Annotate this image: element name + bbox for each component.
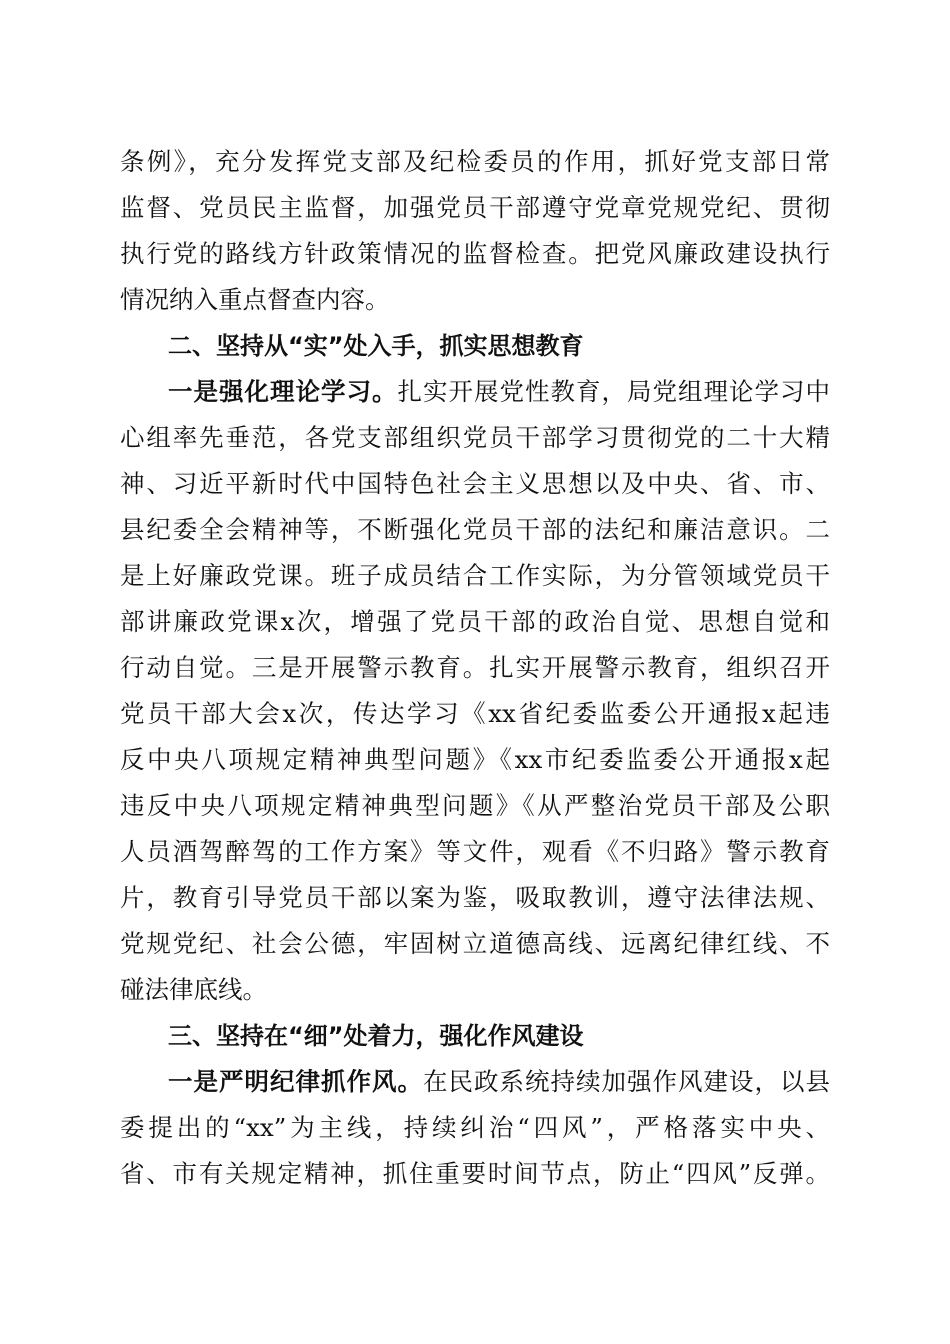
paragraph-line: 人员酒驾醉驾的工作方案》等文件，观看《不归路》警示教育 (120, 837, 830, 866)
paragraph-line: 行动自觉。三是开展警示教育。扎实开展警示教育，组织召开 (120, 653, 830, 682)
paragraph-line: 是上好廉政党课。班子成员结合工作实际，为分管领域党员干 (120, 561, 830, 590)
paragraph-lead: 一是强化理论学习。 (168, 377, 398, 406)
paragraph-line: 党员干部大会x次，传达学习《xx省纪委监委公开通报x起违 (120, 699, 830, 728)
paragraph-line: 执行党的路线方针政策情况的监督检查。把党风廉政建设执行 (120, 239, 830, 268)
paragraph-line: 省、市有关规定精神，抓住重要时间节点，防止“四风”反弹。 (120, 1159, 830, 1188)
paragraph-line: 神、习近平新时代中国特色社会主义思想以及中央、省、市、 (120, 469, 830, 498)
paragraph-line: 情况纳入重点督查内容。 (120, 285, 390, 314)
paragraph-line: 部讲廉政党课x次，增强了党员干部的政治自觉、思想自觉和 (120, 607, 830, 636)
paragraph-line: 违反中央八项规定精神典型问题》《从严整治党员干部及公职 (120, 791, 830, 820)
paragraph-first-line (168, 374, 830, 410)
paragraph-line: 条例》，充分发挥党支部及纪检委员的作用，抓好党支部日常 (120, 147, 830, 176)
paragraph-first-line (168, 1064, 830, 1100)
paragraph-line: 监督、党员民主监督，加强党员干部遵守党章党规党纪、贯彻 (120, 193, 830, 222)
paragraph-line: 县纪委全会精神等，不断强化党员干部的法纪和廉洁意识。二 (120, 515, 830, 544)
paragraph-line-text: 扎实开展党性教育，局党组理论学习中 (397, 377, 830, 406)
paragraph-line: 党规党纪、社会公德，牢固树立道德高线、远离纪律红线、不 (120, 929, 830, 958)
paragraph-line: 心组率先垂范，各党支部组织党员干部学习贯彻党的二十大精 (120, 423, 830, 452)
paragraph-line: 反中央八项规定精神典型问题》《xx市纪委监委公开通报x起 (120, 745, 830, 774)
section-heading: 三、坚持在“细”处着力，强化作风建设 (168, 1022, 584, 1050)
paragraph-line: 委提出的“xx”为主线，持续纠治“四风”，严格落实中央、 (120, 1113, 830, 1142)
paragraph-line: 碰法律底线。 (120, 975, 267, 1004)
paragraph-line-text: 在民政系统持续加强作风建设，以县 (423, 1067, 830, 1096)
section-heading: 二、坚持从“实”处入手，抓实思想教育 (168, 332, 584, 360)
paragraph-line: 片，教育引导党员干部以案为鉴，吸取教训，遵守法律法规、 (120, 883, 830, 912)
paragraph-lead: 一是严明纪律抓作风。 (168, 1067, 423, 1096)
